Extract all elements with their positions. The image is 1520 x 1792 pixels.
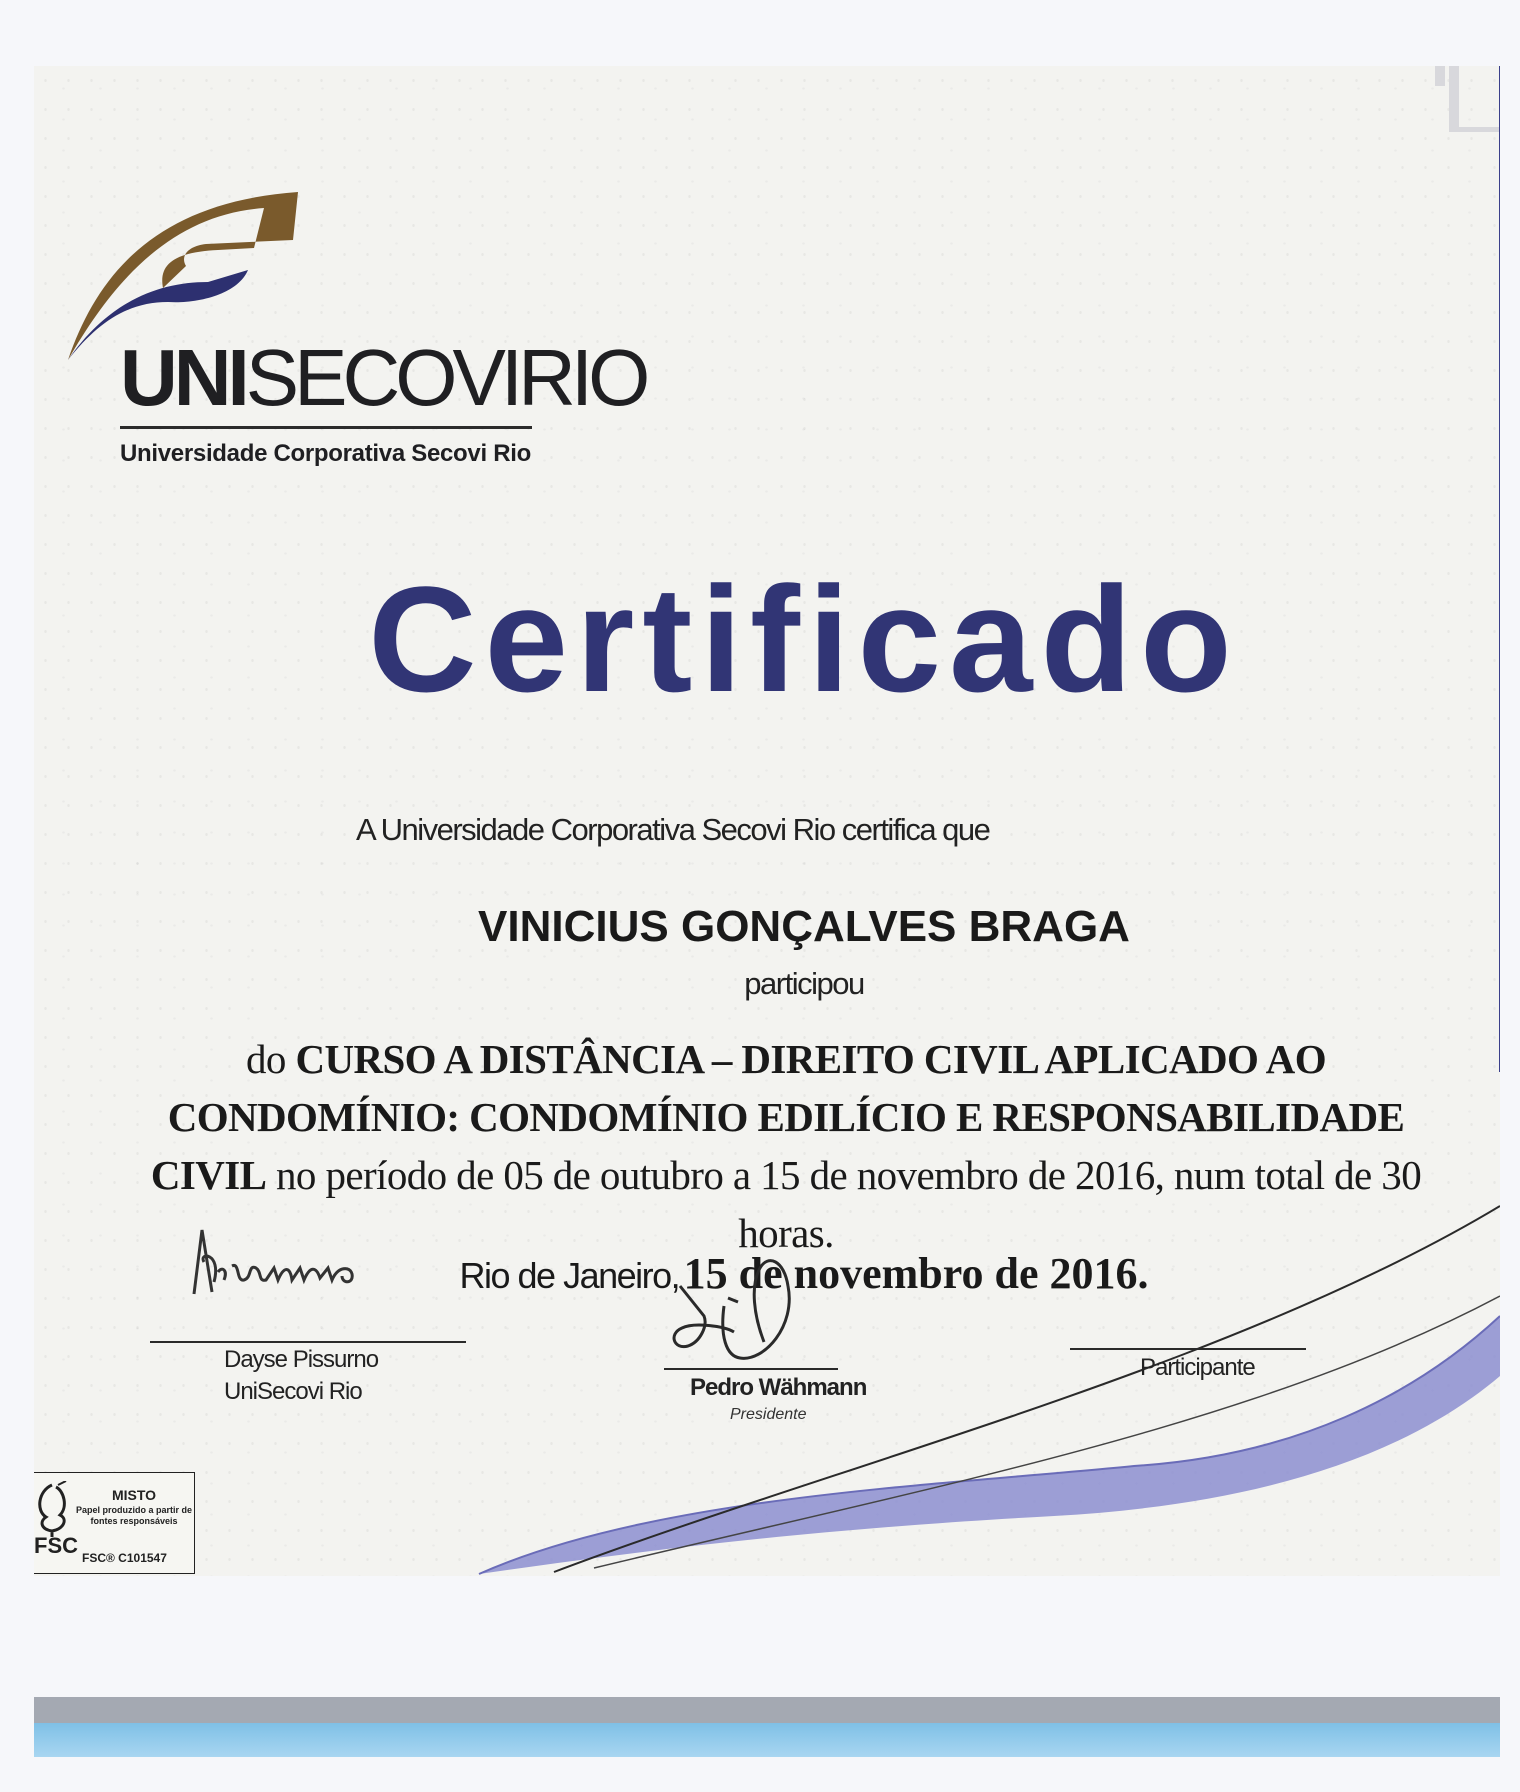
signature-left-icon (174, 1222, 434, 1302)
participant-label: Participante (1140, 1354, 1255, 1381)
course-description: do CURSO A DISTÂNCIA – DIREITO CIVIL APLICADO AO CONDOMÍNIO: CONDOMÍNIO EDILÍCIO E RESPONSABILIDADE CIVIL no período de 05 de outubro a 15 de novembro de 2016, num total de 30 horas. (150, 1036, 1422, 1256)
footer-bar (34, 1697, 1500, 1723)
signature-center-icon (664, 1246, 824, 1376)
course-title: CURSO A DISTÂNCIA – DIREITO CIVIL APLICADO AO CONDOMÍNIO: CONDOMÍNIO EDILÍCIO E RESPONSABILIDADE CIVIL (150, 1036, 1405, 1198)
signer-center-name: Pedro Wähmann (690, 1374, 867, 1401)
signer-center-role: Presidente (730, 1406, 807, 1423)
recipient-name: VINICIUS GONÇALVES BRAGA (478, 902, 1130, 951)
corner-mark (1410, 66, 1500, 132)
signer-left-org: UniSecovi Rio (224, 1378, 362, 1405)
fsc-badge (34, 1472, 195, 1574)
fsc-label: MISTO (111, 1487, 157, 1503)
fsc-logo-text: FSC (34, 1533, 78, 1558)
logo-divider (120, 426, 532, 429)
participated-text: participou (744, 966, 864, 1001)
fsc-code: FSC® C101547 (82, 1551, 167, 1565)
footer-image-strip (34, 1723, 1500, 1757)
certificate-sheet (34, 66, 1500, 1576)
logo-subtitle: Universidade Corporativa Secovi Rio (120, 440, 531, 467)
logo-wordmark: UNISECOVIRIO (120, 333, 646, 422)
signature-line-left (150, 1341, 466, 1343)
intro-text: A Universidade Corporativa Secovi Rio certifica que (356, 812, 990, 847)
signer-left-name: Dayse Pissurno (224, 1346, 379, 1373)
signature-line-center (664, 1368, 838, 1370)
signature-line-right (1070, 1348, 1306, 1350)
certificate-title: Certificado (368, 555, 1240, 723)
place: Rio de Janeiro, (459, 1255, 680, 1296)
fsc-text: Papel produzido a partir de fontes responsáveis (75, 1505, 192, 1526)
issue-date: 15 de novembro de 2016. (683, 1249, 1149, 1298)
